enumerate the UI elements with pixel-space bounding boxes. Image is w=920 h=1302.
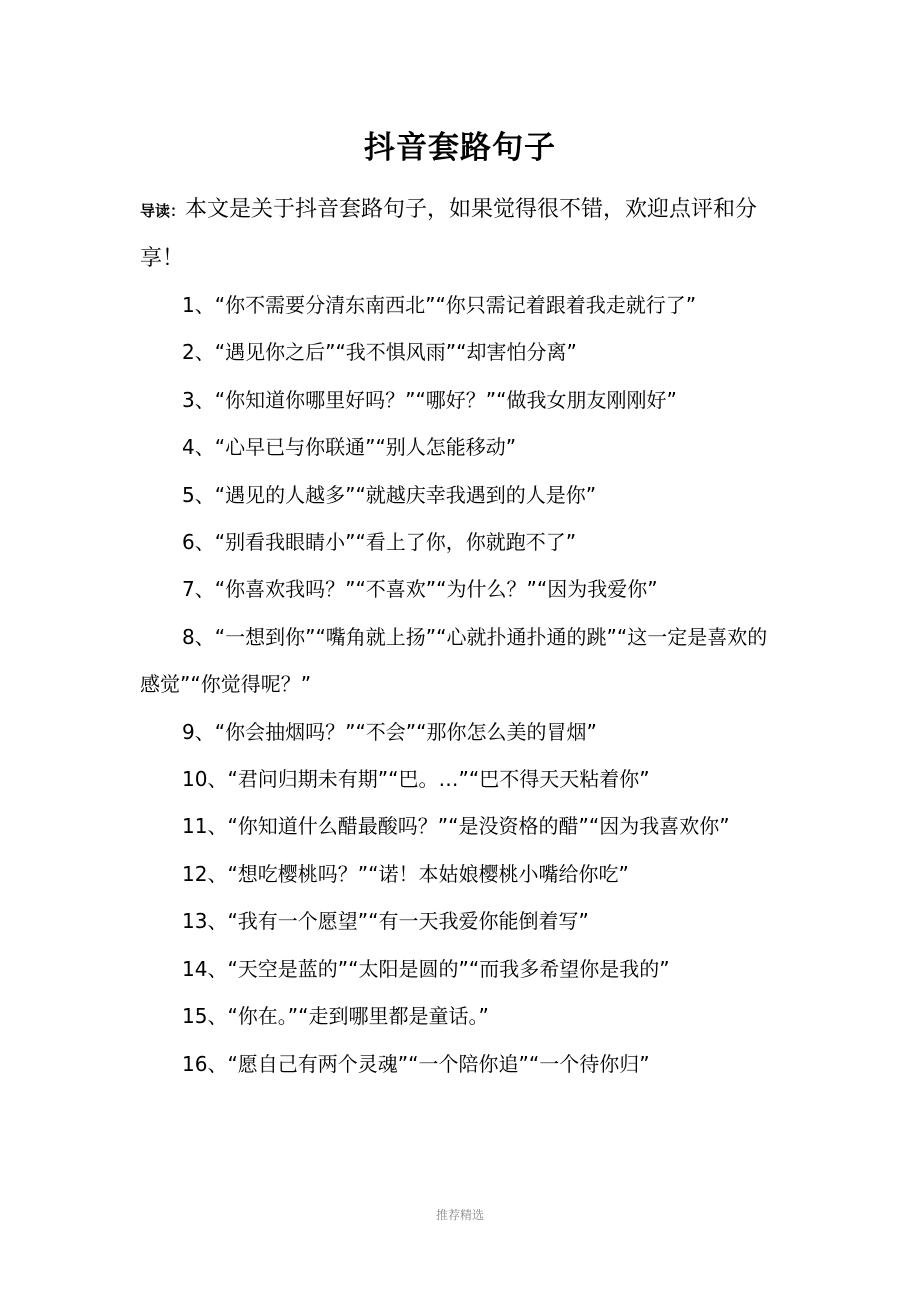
list-item: 10、“君问归期未有期”“巴。…”“巴不得天天粘着你”: [182, 767, 650, 792]
list-item: 2、“遇见你之后”“我不惧风雨”“却害怕分离”: [182, 340, 577, 365]
list-item: 5、“遇见的人越多”“就越庆幸我遇到的人是你”: [182, 482, 597, 507]
list-item: 11、“你知道什么醋最酸吗？”“是没资格的醋”“因为我喜欢你”: [182, 814, 730, 839]
list-item: 3、“你知道你哪里好吗？”“哪好？”“做我女朋友刚刚好”: [182, 387, 677, 412]
list-item: 6、“别看我眼睛小”“看上了你，你就跑不了”: [182, 530, 577, 555]
list-item: 1、“你不需要分清东南西北”“你只需记着跟着我走就行了”: [182, 293, 697, 317]
intro-paragraph: [140, 186, 780, 283]
list-item: 14、“天空是蓝的”“太阳是圆的”“而我多希望你是我的”: [182, 956, 670, 981]
list-item: 9、“你会抽烟吗？”“不会”“那你怎么美的冒烟”: [182, 719, 597, 744]
list-item: 13、“我有一个愿望”“有一天我爱你能倒着写”: [182, 909, 589, 934]
list-item: 4、“心早已与你联通”“别人怎能移动”: [182, 435, 517, 460]
list-item: 16、“愿自己有两个灵魂”“一个陪你追”“一个待你归”: [182, 1051, 650, 1076]
list-item: 7、“你喜欢我吗？”“不喜欢”“为什么？”“因为我爱你”: [182, 577, 658, 602]
quote-list: [140, 282, 785, 1088]
intro-text: 本文是关于抖音套路句子，如果觉得很不错，欢迎点评和分享！: [140, 197, 758, 271]
list-item: 8、“一想到你”“嘴角就上扬”“心就扑通扑通的跳”“这一定是喜欢的感觉”“你觉得呢？”: [140, 624, 768, 697]
list-item: 12、“想吃樱桃吗？”“诺！本姑娘樱桃小嘴给你吃”: [182, 861, 629, 886]
page-footer: 推荐精选: [435, 1208, 484, 1222]
page-title: 抖音套路句子: [364, 130, 556, 166]
intro-label: 导读：: [140, 202, 186, 220]
list-item: 15、“你在。”“走到哪里都是童话。”: [182, 1004, 489, 1029]
